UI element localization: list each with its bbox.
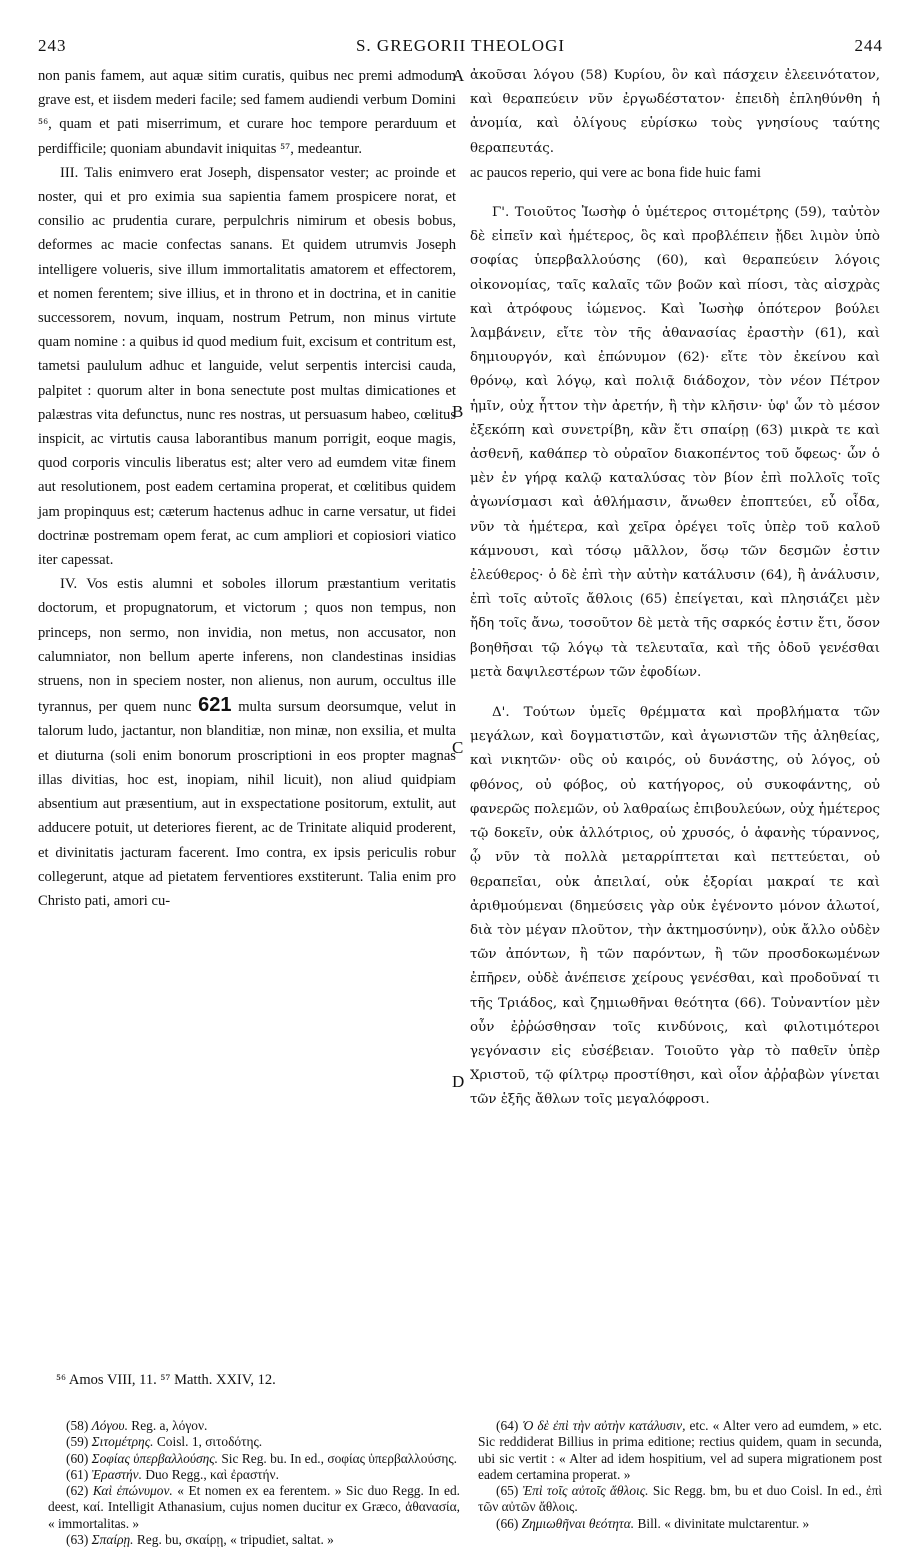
latin-column [38, 64, 456, 913]
paragraph-gap [470, 185, 880, 201]
page-number-right: 244 [854, 36, 883, 55]
running-head [38, 36, 883, 58]
margin-letter-d: D [452, 1072, 465, 1091]
greek-paragraph-2: Γ'. Τοιοῦτος Ἰωσὴφ ὁ ὑμέτερος σιτομέτρης (59), ταὐτὸν δὲ εἰπεῖν καὶ ἡμέτερος, ὃς καὶ προβλέπειν ᾔδει λιμὸν ὑπὸ σοφίας ὑπερβαλλούσης (60), καὶ θεραπεύειν λόγοις οἰκονομίας, ταῖς καλαῖς τῶν βοῶν καὶ πίοσι, τὰς αἰσχρὰς καὶ ἀτρόφους ἰώμενος. Καὶ Ἰωσὴφ ὁπότερον βούλει λαμβάνειν, εἴτε τὸν τῆς ἀθανασίας ἐραστὴν (61), καὶ δημιουργόν, καὶ ἐπώνυμον (62)· εἴτε τὸν ἐκείνου καὶ θρόνῳ, καὶ λόγῳ, καὶ πολιᾷ διάδοχον, τὸν νέον Πέτρον ἡμῖν, οὐχ ἧττον τὴν ἀρετήν, ἢ τὴν κλῆσιν· ὑφ' ὧν τὸ μέσον ἐξεκόπη καὶ συνετρίβη, κἂν ἔτι σπαίρῃ (63) μικρὰ τε καὶ ἀσθενῆ, καθάπερ τὸ οὐραῖον διακοπέντος τοῦ ὄφεως· ὧν ὁ μὲν ἐν γήρᾳ καλῷ καταλύσας τὸν βίον ἐπὶ πολλοῖς τοῖς ἀγωνίσμασι καὶ ἀθλήμασιν, ἄνωθεν ἐποπτεύει, εὖ οἶδα, νῦν τὰ ἡμέτερα, καὶ χεῖρα ὀρέγει τοῖς ὑπὲρ τοῦ καλοῦ κάμνουσι, καὶ τόσῳ μᾶλλον, ὅσῳ τῶν δεσμῶν ἐστιν ἐλεύθερος· ὁ δὲ ἐπὶ τὴν αὐτὴν κατάλυσιν (64), ἢ ἀνάλυσιν, ἐπὶ τοῖς αὐτοῖς ἄθλοις (65) ἐπείγεται, καὶ πλησιάζει μὲν ἤδη τοῖς ἄνω, τοσοῦτον δὲ μετὰ τῆς σαρκός ἐστιν ἔτι, ὅσον βοηθῆσαι τῷ λόγῳ τὰ τελευταῖα, καὶ τῆς ὁδοῦ γενέσθαι μετὰ δαψιλεστέρων τῶν ἐφοδίων. [470, 205, 880, 680]
latin-paragraph-3 [38, 572, 456, 913]
running-title: S. GREGORII THEOLOGI [355, 36, 566, 55]
margin-letter-a: A [452, 66, 465, 85]
margin-letter-c: C [452, 738, 464, 757]
column-number: 621 [198, 694, 232, 717]
footnote: (62) Καὶ ἐπώνυμον. « Et nomen ex ea ferentem. » Sic duo Regg. In ed. deest, καί. Intelligit Athanasium, cujus nomen ducitur ex Græco, ἀθανασία, « immortalitas. » [48, 1483, 460, 1531]
footnote: (60) Σοφίας ὑπερβαλλούσης. Sic Reg. bu. In ed., σοφίας ὑπερβαλλούσης. [66, 1450, 457, 1466]
page-number-left: 243 [38, 36, 67, 55]
footnote: (63) Σπαίρῃ. Reg. bu, σκαίρῃ, « tripudiet, saltat. » [66, 1532, 334, 1548]
footnotes-right [478, 1418, 882, 1532]
latin-paragraph-3-text-a: IV. Vos estis alumni et soboles illorum præstantium veritatis doctorum, et propugnatorum, et victorum ; quos non tempus, non princeps, non sermo, non invidia, non metus, non accusator, non calumniator, non bellum aperte inferens, non clandestinas insidias struens, non in speciem noster, non alienus, non aurum, occultus ille tyrannus, per quem nunc [38, 576, 456, 716]
greek-column [470, 64, 880, 1113]
paragraph-gap [470, 685, 880, 701]
latin-continuation: ac paucos reperio, qui vere ac bona fide huic fami [470, 164, 761, 181]
footnote: (59) Σιτομέτρης. Coisl. 1, σιτοδότης. [66, 1434, 263, 1450]
footnote: (64) Ὁ δὲ ἐπὶ τὴν αὐτὴν κατάλυσιν, etc. « Alter vero ad eumdem, » etc. Sic reddiderat Billius in prima editione; rectius quidem, quam in secunda, ubi sic vertit : « Alter ad idem hospitium, vel ad supera migrationem post eadem certamina properat. » [478, 1418, 882, 1482]
latin-paragraph-1: non panis famem, aut aquæ sitim curatis, quibus nec premi admodum grave est, et iisdem mederi facile; sed famem audiendi verbum Domini ⁵⁶, quam et pati miserrimum, et curare hoc tempore perarduum et perdifficile; quoniam abundavit iniquitas ⁵⁷, medeantur. [38, 68, 456, 157]
footnote: (58) Λόγου. Reg. a, λόγον. [66, 1418, 208, 1433]
latin-paragraph-2: III. Talis enimvero erat Joseph, dispensator vester; ac proinde et noster, qui et pro eximia sua sapientia famem prospicere norat, et consilio ac prudentia curare, perpulchris nimirum et obesis bobus, deformes ac macie confectas sanans. Et quidem utrumvis Joseph intelligere volueris, sive illum immortalitatis amatorem et effectorem, et nomen ferentem; sive illius, et in throno et in doctrina, et in canitie successorem, novum, inquam, nostrum Petrum, non minus virtute quam nomine : a quibus id quod medium fuit, excisum et contritum est, tametsi paululum adhuc et languide, velut serpentis intercisi cauda, palpitet : quorum alter in bona senectute post multas dimicationes et palæstras vita defunctus, nunc res nostras, ut persuasum habeo, cœlitus inspicit, ac virtutis causa laborantibus manum porrigit, eoque magis, quod corporis vinculis liberatus est; alter vero ad eumdem vitæ finem aut resolutionem, post eadem certamina properat, et cœlitibus quidem jam propinquus est; cæterum hactenus adhuc in carne versatur, ut fidei doctrinæ postremam opem ferat, ac cum ampliori et copiosiori viatico iter capessat. [38, 164, 456, 569]
footnotes-left [48, 1418, 460, 1548]
greek-paragraph-3: Δ'. Τούτων ὑμεῖς θρέμματα καὶ προβλήματα τῶν μεγάλων, καὶ δογματιστῶν, καὶ ἀγωνιστῶν τῆς ἀληθείας, καὶ νικητῶν· οὓς οὐ καιρός, οὐ δυνάστης, οὐ λόγος, οὐ φθόνος, οὐ φόβος, οὐ κατήγορος, οὐ συκοφάντης, οὐ φανερῶς πολεμῶν, οὐ λαθραίως ἐπιβουλεύων, οὐχ ἡμέτερος τῷ δοκεῖν, οὐκ ἀλλότριος, οὐ χρυσός, ὁ ἀφανὴς τύραννος, ᾧ νῦν τὰ πολλὰ μεταρρίπτεται καὶ πεττεύεται, οὐ θεραπεῖαι, οὐκ ἀπειλαί, οὐκ ἐξορίαι μακραί τε καὶ ἀριθμούμεναι (δημεύσεις γὰρ οὐκ ἐγένοντο μόνον ἁλωτοί, διὰ τὸν μέγαν πλοῦτον, τὴν ἀκτημοσύνην), οὐκ ἄλλο οὐδὲν τῶν ἀπόντων, ἢ τῶν παρόντων, ἢ τῶν προσδοκωμένων ἐπῆρεν, οὐδὲ ἀνέπεισε χείρους γενέσθαι, καὶ προδοῦναί τι τῆς Τριάδος, καὶ ζημιωθῆναι θεότητα (66). Τοὐναντίον μὲν οὖν ἐῤῥώσθησαν τοῖς κινδύνοις, καὶ φιλοτιμότεροι γεγόνασιν εἰς εὐσέβειαν. Τοιοῦτο γὰρ τὸ παθεῖν ὑπὲρ Χριστοῦ, τῷ φίλτρῳ προστίθησι, καὶ οἷον ἀῤῥαβὼν γίνεται τῶν ἑξῆς ἄθλων τοῖς μεγαλόφροσι. [470, 705, 880, 1108]
greek-paragraph-1: ἀκοῦσαι λόγου (58) Κυρίου, ὃν καὶ πάσχειν ἐλεεινότατον, καὶ θεραπεύειν νῦν ἐργωδέστατον· ἐπειδὴ ἐπληθύνθη ἡ ἀνομία, καὶ ὀλίγους εὑρίσκω τοὺς γνησίους ταύτης θεραπευτάς. [470, 68, 880, 156]
footnote: (66) Ζημιωθῆναι θεότητα. Bill. « divinitate mulctarentur. » [496, 1515, 810, 1531]
footnote: (61) Ἐραστήν. Duo Regg., καὶ ἐραστήν. [66, 1466, 279, 1482]
footnote: (65) Ἐπὶ τοῖς αὐτοῖς ἄθλοις. Sic Regg. bm, bu et duo Coisl. In ed., ἐπὶ τῶν αὐτῶν ἄθλοις. [478, 1483, 882, 1515]
margin-letter-b: B [452, 402, 464, 421]
scripture-references: ⁵⁶ Amos VIII, 11. ⁵⁷ Matth. XXIV, 12. [56, 1372, 276, 1388]
latin-paragraph-3-text-b: multa sursum deorsumque, velut in talorum ludo, jactantur, non blanditiæ, non minæ, non exsilia, et multa et diuturna (soli enim bonorum proscriptioni in eos propter magnas illas divitias, hoc est, inopiam, nihil licuit), non aliud quidpiam absentium aut præsentium, aut in exspectatione positorum, extulit, aut adducere potuit, ut deteriores fierent, ac de Trinitate aliquid proderent, et divinitatis jacturam facerent. Imo contra, ex ipsis periculis robur collegerunt, atque ad pietatem ferventiores exstiterunt. Talia enim pro Christo pati, amori cu- [38, 699, 456, 909]
